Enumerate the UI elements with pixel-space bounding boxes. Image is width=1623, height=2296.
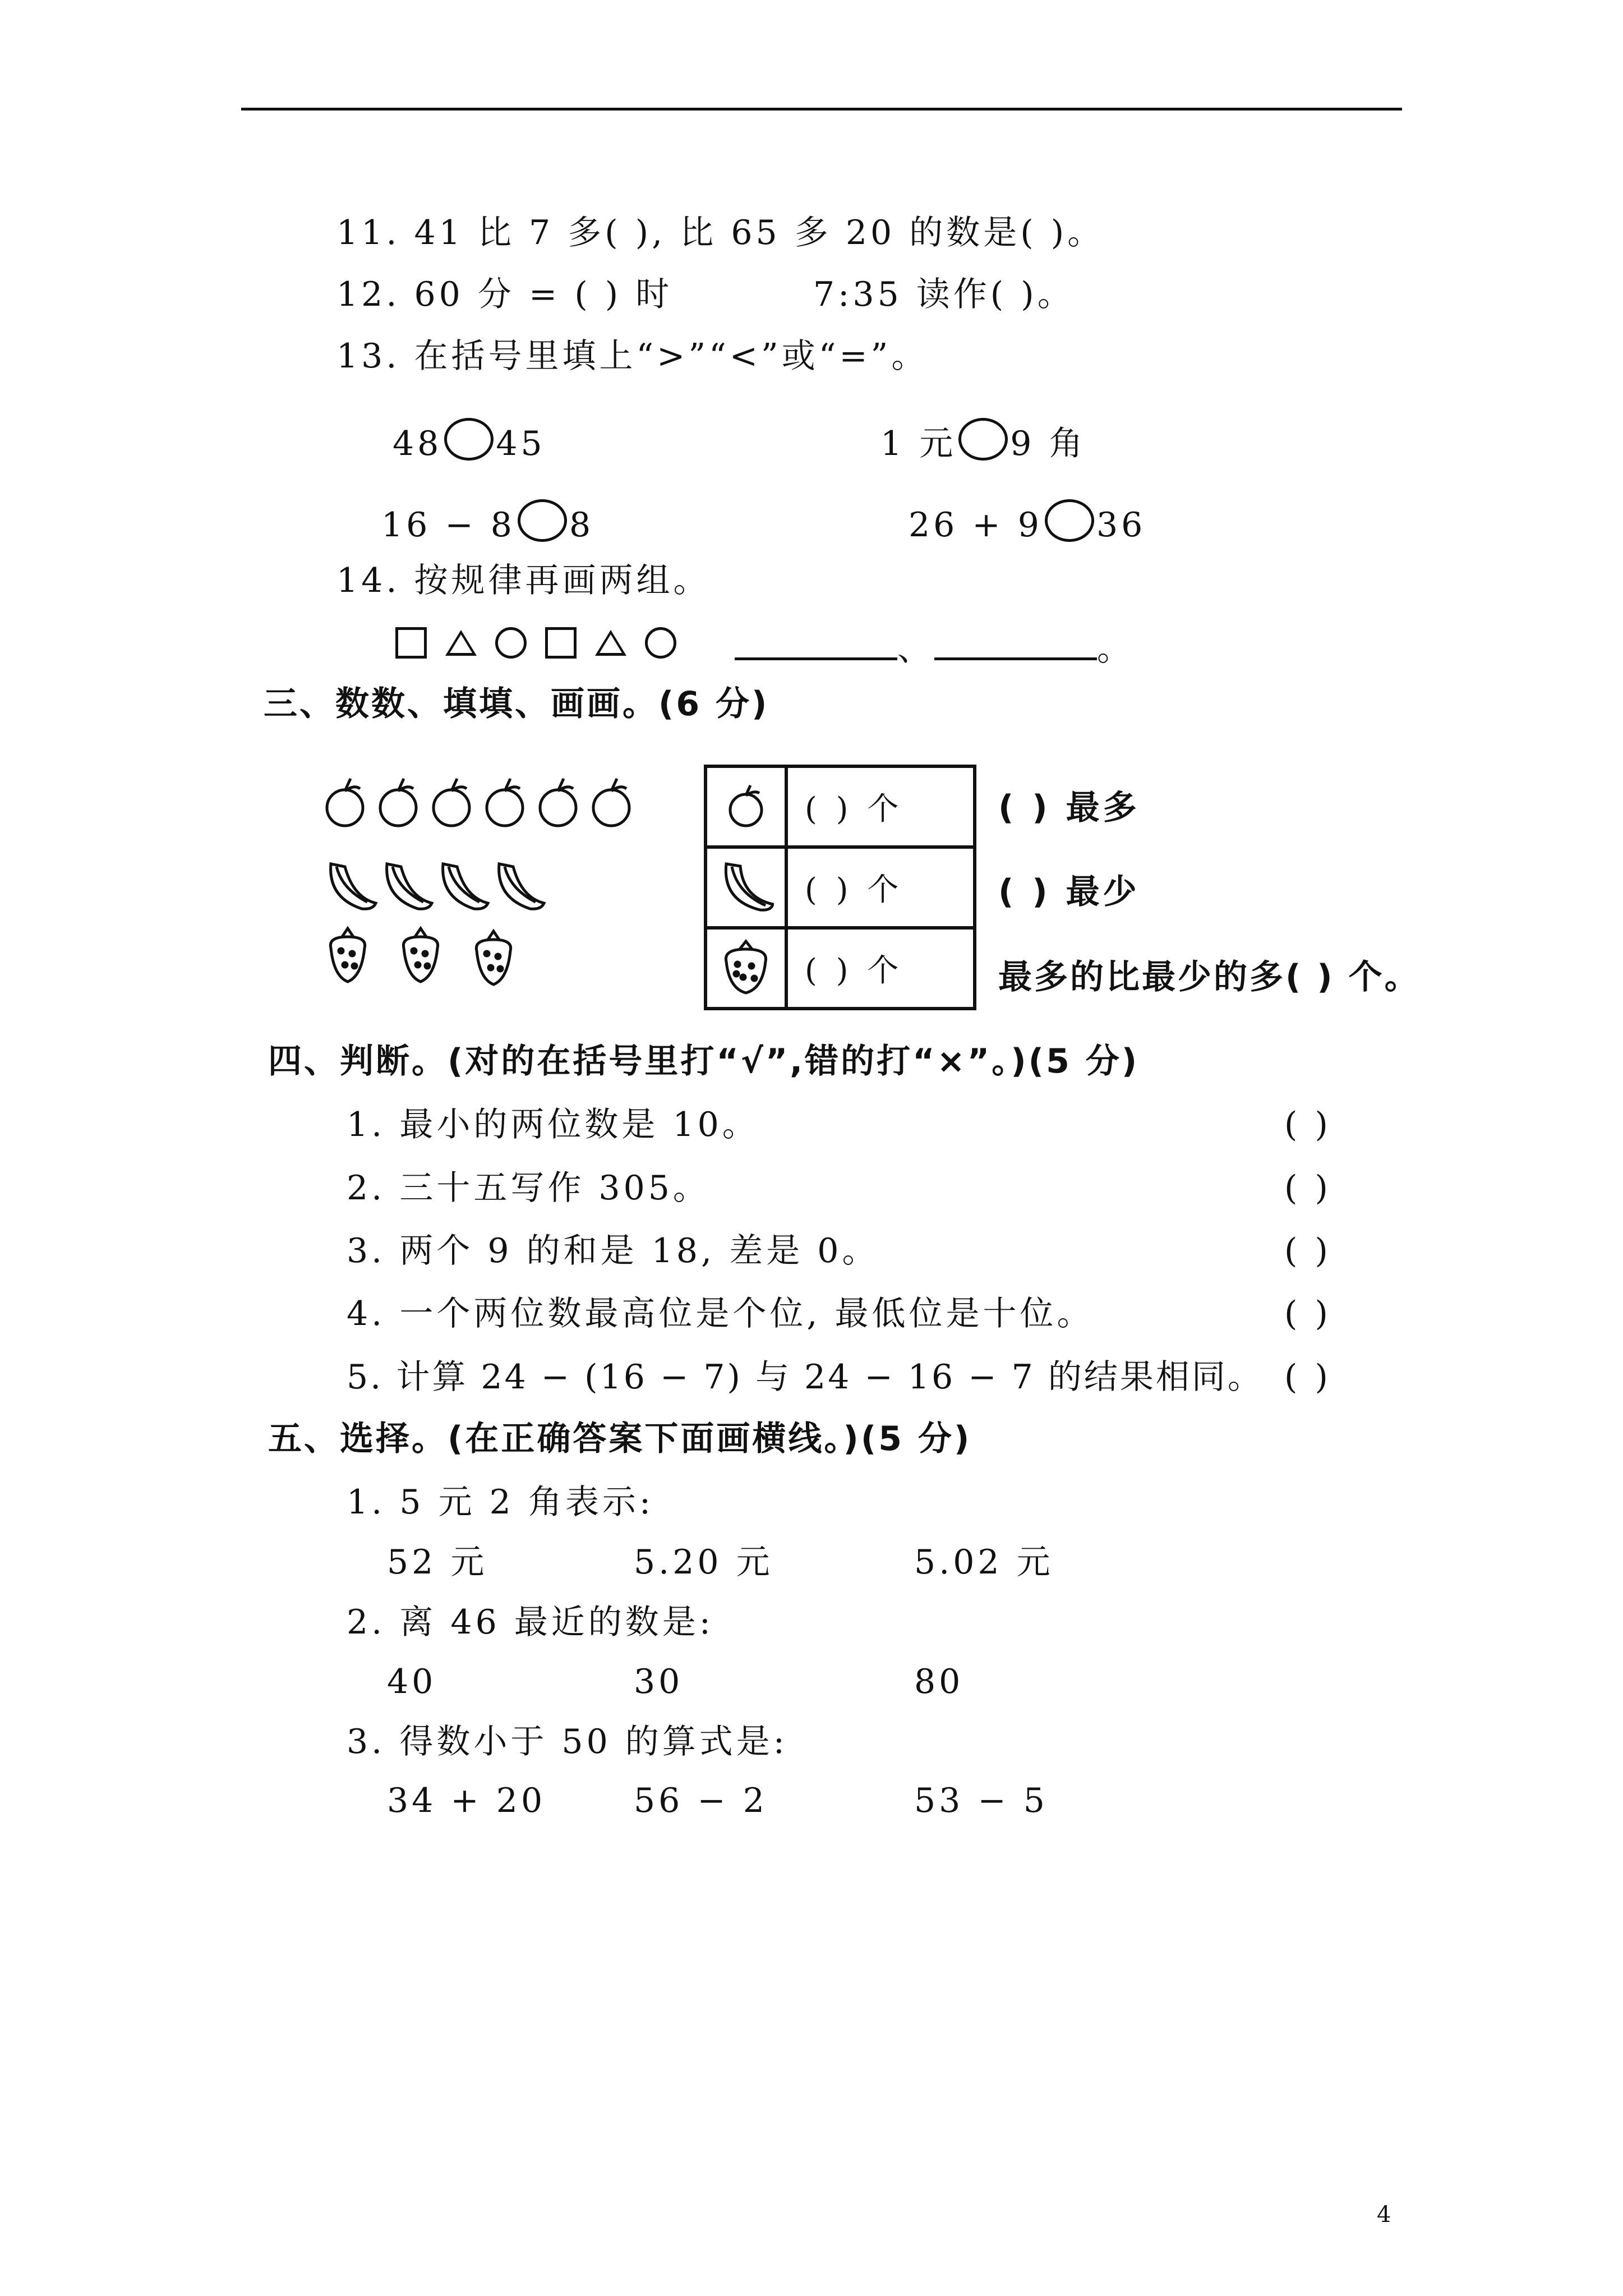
banana-group [331, 864, 544, 909]
page-number: 4 [1377, 2202, 1391, 2228]
pattern-answer [735, 629, 1134, 669]
judge-item-4: 4. 一个两位数最高位是个位, 最低位是十位。 [347, 1294, 1094, 1333]
answer-blank-2[interactable] [934, 629, 1097, 660]
choice-option[interactable]: 5.02 元 [914, 1543, 1054, 1582]
header-rule [241, 108, 1402, 111]
strawberry-icon [721, 939, 771, 995]
compare-26-9 [909, 499, 1146, 545]
banana-icon [443, 864, 488, 909]
judge-item-1: 1. 最小的两位数是 10。 [347, 1105, 759, 1144]
compare-circle[interactable] [958, 418, 1008, 461]
apple-count-cell[interactable]: ( ) 个 [786, 766, 975, 847]
banana-count-cell[interactable]: ( ) 个 [786, 847, 975, 928]
circle-icon [645, 627, 676, 659]
compare-16-8 [381, 499, 594, 545]
compare-circle[interactable] [444, 418, 494, 461]
apple-icon [540, 779, 576, 826]
strawberry-group [330, 928, 510, 984]
judge-paren-5[interactable]: ( ) [1284, 1358, 1331, 1397]
strawberry-icon [403, 928, 437, 982]
compare-right: 9 角 [1010, 424, 1086, 463]
choice-question-2: 2. 离 46 最近的数是: [347, 1603, 714, 1642]
triangle-icon [445, 630, 477, 656]
question-11: 11. 41 比 7 多( ), 比 65 多 20 的数是( )。 [336, 213, 1105, 252]
table-cell-icon [706, 847, 786, 928]
shape-pattern [395, 627, 692, 666]
apple-group [327, 779, 629, 826]
choice-option[interactable]: 80 [914, 1662, 964, 1701]
compare-left: 48 [393, 424, 442, 463]
judge-paren-4[interactable]: ( ) [1284, 1294, 1331, 1333]
apple-icon [434, 779, 469, 826]
strawberry-icon [476, 931, 510, 984]
compare-circle[interactable] [518, 499, 567, 542]
banana-icon [499, 864, 544, 909]
question-13: 13. 在括号里填上“>”“<”或“=”。 [336, 337, 929, 376]
compare-left: 1 元 [880, 424, 957, 463]
section-3-title: 三、数数、填填、画画。(6 分) [264, 684, 769, 724]
compare-left: 26 + 9 [909, 505, 1043, 545]
table-cell-icon [706, 766, 786, 847]
compare-left: 16 − 8 [381, 505, 515, 545]
judge-paren-3[interactable]: ( ) [1284, 1231, 1331, 1271]
compare-right: 45 [496, 424, 546, 463]
judge-item-3: 3. 两个 9 的和是 18, 差是 0。 [347, 1231, 879, 1271]
strawberry-icon [330, 928, 365, 982]
square-icon [395, 627, 427, 659]
strawberry-count-cell[interactable]: ( ) 个 [786, 928, 975, 1009]
question-14: 14. 按规律再画两组。 [336, 561, 711, 600]
choice-option[interactable]: 40 [387, 1662, 437, 1701]
square-icon [545, 627, 577, 659]
answer-blank-1[interactable] [735, 629, 897, 660]
full-stop: 。 [1097, 629, 1134, 669]
question-difference: 最多的比最少的多( ) 个。 [998, 958, 1421, 997]
question-most: ( ) 最多 [998, 788, 1140, 827]
question-least: ( ) 最少 [998, 872, 1140, 912]
table-row [706, 847, 975, 928]
section-5-title: 五、选择。(在正确答案下面画横线。)(5 分) [268, 1419, 972, 1458]
compare-right: 36 [1096, 505, 1146, 545]
compare-yuan-jiao [880, 418, 1086, 461]
banana-icon [718, 858, 774, 914]
choice-option[interactable]: 53 − 5 [914, 1781, 1048, 1820]
judge-item-5: 5. 计算 24 − (16 − 7) 与 24 − 16 − 7 的结果相同。 [347, 1358, 1264, 1397]
apple-icon [723, 783, 768, 828]
count-table [704, 765, 976, 1010]
table-row [706, 928, 975, 1009]
choice-question-3: 3. 得数小于 50 的算式是: [347, 1722, 789, 1761]
compare-circle[interactable] [1045, 499, 1094, 542]
banana-icon [331, 864, 376, 909]
compare-48-45 [393, 418, 546, 461]
judge-item-2: 2. 三十五写作 305。 [347, 1168, 710, 1208]
apple-icon [487, 779, 523, 826]
apple-icon [593, 779, 629, 826]
choice-option[interactable]: 52 元 [387, 1543, 488, 1582]
separator: 、 [897, 629, 934, 669]
choice-question-1: 1. 5 元 2 角表示: [347, 1483, 654, 1522]
table-cell-icon [706, 928, 786, 1009]
choice-option[interactable]: 5.20 元 [634, 1543, 773, 1582]
choice-option[interactable]: 34 + 20 [387, 1781, 546, 1820]
choice-option[interactable]: 56 − 2 [634, 1781, 768, 1820]
choice-option[interactable]: 30 [634, 1662, 684, 1701]
judge-paren-1[interactable]: ( ) [1284, 1105, 1331, 1144]
triangle-icon [595, 630, 626, 656]
apple-icon [380, 779, 416, 826]
section-4-title: 四、判断。(对的在括号里打“√”,错的打“×”。)(5 分) [268, 1042, 1140, 1081]
fruit-pictures [320, 769, 667, 1010]
circle-icon [495, 627, 527, 659]
judge-paren-2[interactable]: ( ) [1284, 1168, 1331, 1208]
apple-icon [327, 779, 363, 826]
question-12-part-a: 12. 60 分 = ( ) 时 [336, 275, 673, 314]
table-row [706, 766, 975, 847]
compare-right: 8 [569, 505, 594, 545]
question-12-part-b: 7:35 读作( )。 [813, 275, 1075, 314]
banana-icon [387, 864, 432, 909]
